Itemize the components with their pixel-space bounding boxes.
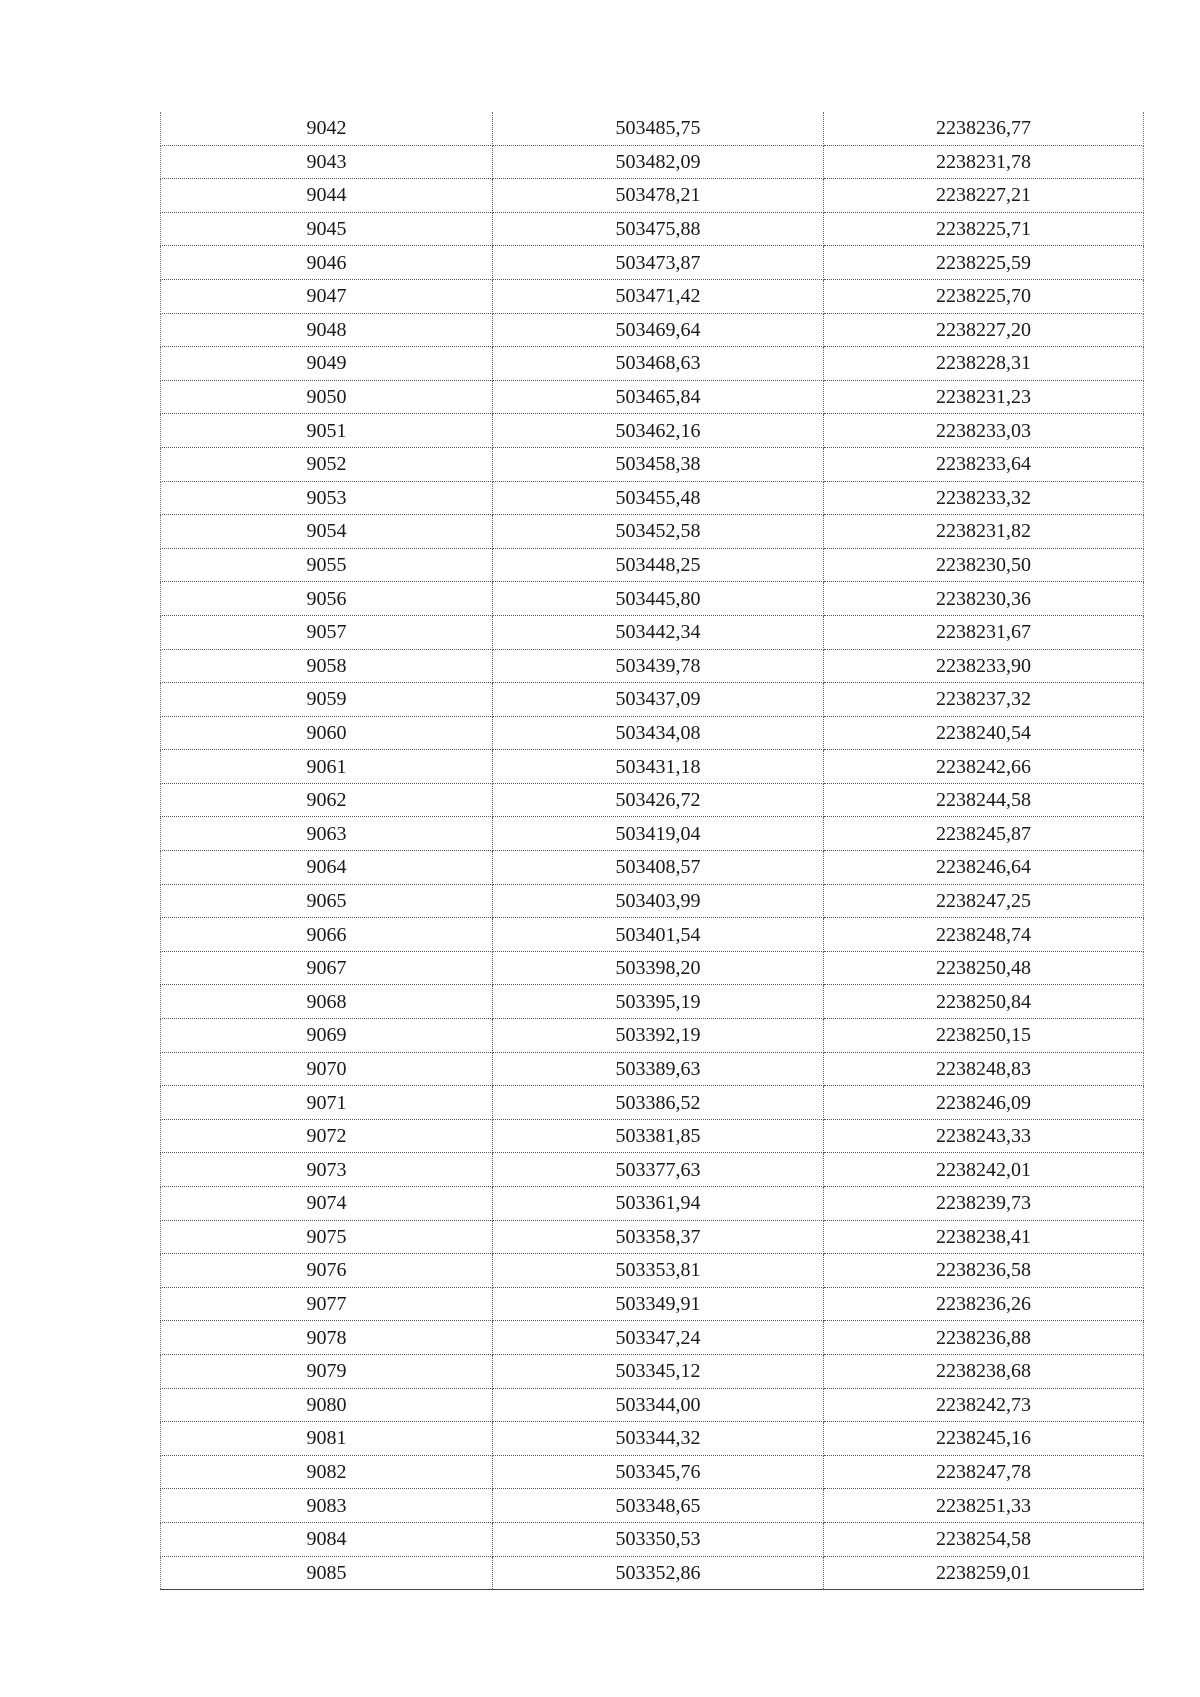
- point-number-cell: 9085: [161, 1556, 493, 1590]
- table-row: [161, 246, 1144, 280]
- point-number-cell: 9063: [161, 817, 493, 851]
- y-coordinate-cell: 2238237,32: [824, 683, 1144, 717]
- point-number-cell: 9056: [161, 582, 493, 616]
- x-coordinate-cell: 503395,19: [493, 985, 824, 1019]
- y-coordinate-cell: 2238254,58: [824, 1522, 1144, 1556]
- x-coordinate-cell: 503345,76: [493, 1455, 824, 1489]
- table-row: [161, 548, 1144, 582]
- x-coordinate-cell: 503473,87: [493, 246, 824, 280]
- y-coordinate-cell: 2238225,70: [824, 279, 1144, 313]
- x-coordinate-cell: 503344,00: [493, 1388, 824, 1422]
- point-number-cell: 9043: [161, 145, 493, 179]
- table-row: [161, 347, 1144, 381]
- y-coordinate-cell: 2238250,48: [824, 951, 1144, 985]
- table-row: [161, 985, 1144, 1019]
- y-coordinate-cell: 2238231,67: [824, 615, 1144, 649]
- table-row: [161, 615, 1144, 649]
- x-coordinate-cell: 503471,42: [493, 279, 824, 313]
- point-number-cell: 9079: [161, 1354, 493, 1388]
- x-coordinate-cell: 503398,20: [493, 951, 824, 985]
- y-coordinate-cell: 2238251,33: [824, 1489, 1144, 1523]
- table-row: [161, 783, 1144, 817]
- x-coordinate-cell: 503348,65: [493, 1489, 824, 1523]
- y-coordinate-cell: 2238228,31: [824, 347, 1144, 381]
- point-number-cell: 9076: [161, 1254, 493, 1288]
- table-row: [161, 1220, 1144, 1254]
- y-coordinate-cell: 2238244,58: [824, 783, 1144, 817]
- point-number-cell: 9081: [161, 1422, 493, 1456]
- y-coordinate-cell: 2238238,68: [824, 1354, 1144, 1388]
- point-number-cell: 9072: [161, 1119, 493, 1153]
- point-number-cell: 9048: [161, 313, 493, 347]
- y-coordinate-cell: 2238236,58: [824, 1254, 1144, 1288]
- table-row: [161, 1422, 1144, 1456]
- y-coordinate-cell: 2238246,64: [824, 851, 1144, 885]
- table-row: [161, 447, 1144, 481]
- table-row: [161, 1187, 1144, 1221]
- x-coordinate-cell: 503426,72: [493, 783, 824, 817]
- point-number-cell: 9051: [161, 414, 493, 448]
- table-row: [161, 951, 1144, 985]
- y-coordinate-cell: 2238242,01: [824, 1153, 1144, 1187]
- x-coordinate-cell: 503469,64: [493, 313, 824, 347]
- point-number-cell: 9042: [161, 112, 493, 145]
- x-coordinate-cell: 503468,63: [493, 347, 824, 381]
- y-coordinate-cell: 2238246,09: [824, 1086, 1144, 1120]
- y-coordinate-cell: 2238233,64: [824, 447, 1144, 481]
- table-row: [161, 414, 1144, 448]
- table-row: [161, 1019, 1144, 1053]
- x-coordinate-cell: 503475,88: [493, 212, 824, 246]
- x-coordinate-cell: 503352,86: [493, 1556, 824, 1590]
- table-row: [161, 582, 1144, 616]
- x-coordinate-cell: 503462,16: [493, 414, 824, 448]
- x-coordinate-cell: 503386,52: [493, 1086, 824, 1120]
- y-coordinate-cell: 2238233,32: [824, 481, 1144, 515]
- y-coordinate-cell: 2238247,78: [824, 1455, 1144, 1489]
- point-number-cell: 9062: [161, 783, 493, 817]
- y-coordinate-cell: 2238242,73: [824, 1388, 1144, 1422]
- x-coordinate-cell: 503353,81: [493, 1254, 824, 1288]
- table-row: [161, 279, 1144, 313]
- table-row: [161, 179, 1144, 213]
- point-number-cell: 9045: [161, 212, 493, 246]
- point-number-cell: 9055: [161, 548, 493, 582]
- table-row: [161, 1086, 1144, 1120]
- y-coordinate-cell: 2238231,23: [824, 380, 1144, 414]
- table-row: [161, 1321, 1144, 1355]
- x-coordinate-cell: 503345,12: [493, 1354, 824, 1388]
- point-number-cell: 9066: [161, 918, 493, 952]
- y-coordinate-cell: 2238245,87: [824, 817, 1144, 851]
- table-row: [161, 683, 1144, 717]
- table-row: [161, 212, 1144, 246]
- y-coordinate-cell: 2238233,90: [824, 649, 1144, 683]
- table-row: [161, 1119, 1144, 1153]
- point-number-cell: 9074: [161, 1187, 493, 1221]
- point-number-cell: 9077: [161, 1287, 493, 1321]
- x-coordinate-cell: 503361,94: [493, 1187, 824, 1221]
- table-row: [161, 1556, 1144, 1590]
- point-number-cell: 9044: [161, 179, 493, 213]
- y-coordinate-cell: 2238236,88: [824, 1321, 1144, 1355]
- point-number-cell: 9047: [161, 279, 493, 313]
- x-coordinate-cell: 503437,09: [493, 683, 824, 717]
- y-coordinate-cell: 2238227,20: [824, 313, 1144, 347]
- point-number-cell: 9067: [161, 951, 493, 985]
- point-number-cell: 9084: [161, 1522, 493, 1556]
- table-row: [161, 380, 1144, 414]
- point-number-cell: 9075: [161, 1220, 493, 1254]
- y-coordinate-cell: 2238250,84: [824, 985, 1144, 1019]
- table-row: [161, 851, 1144, 885]
- table-row: [161, 1354, 1144, 1388]
- point-number-cell: 9061: [161, 750, 493, 784]
- table-row: [161, 1254, 1144, 1288]
- point-number-cell: 9046: [161, 246, 493, 280]
- point-number-cell: 9053: [161, 481, 493, 515]
- y-coordinate-cell: 2238233,03: [824, 414, 1144, 448]
- y-coordinate-cell: 2238259,01: [824, 1556, 1144, 1590]
- x-coordinate-cell: 503347,24: [493, 1321, 824, 1355]
- x-coordinate-cell: 503377,63: [493, 1153, 824, 1187]
- point-number-cell: 9082: [161, 1455, 493, 1489]
- point-number-cell: 9064: [161, 851, 493, 885]
- table-row: [161, 1489, 1144, 1523]
- table-row: [161, 145, 1144, 179]
- point-number-cell: 9071: [161, 1086, 493, 1120]
- x-coordinate-cell: 503389,63: [493, 1052, 824, 1086]
- y-coordinate-cell: 2238240,54: [824, 716, 1144, 750]
- x-coordinate-cell: 503482,09: [493, 145, 824, 179]
- table-row: [161, 918, 1144, 952]
- table-row: [161, 1052, 1144, 1086]
- x-coordinate-cell: 503485,75: [493, 112, 824, 145]
- coordinates-table: [160, 112, 1144, 1590]
- x-coordinate-cell: 503349,91: [493, 1287, 824, 1321]
- point-number-cell: 9050: [161, 380, 493, 414]
- table-row: [161, 817, 1144, 851]
- point-number-cell: 9078: [161, 1321, 493, 1355]
- table-row: [161, 750, 1144, 784]
- y-coordinate-cell: 2238231,82: [824, 515, 1144, 549]
- table-row: [161, 1153, 1144, 1187]
- coordinates-table-body: [161, 112, 1144, 1590]
- table-row: [161, 515, 1144, 549]
- table-row: [161, 649, 1144, 683]
- x-coordinate-cell: 503478,21: [493, 179, 824, 213]
- point-number-cell: 9060: [161, 716, 493, 750]
- point-number-cell: 9058: [161, 649, 493, 683]
- y-coordinate-cell: 2238227,21: [824, 179, 1144, 213]
- y-coordinate-cell: 2238231,78: [824, 145, 1144, 179]
- x-coordinate-cell: 503403,99: [493, 884, 824, 918]
- y-coordinate-cell: 2238243,33: [824, 1119, 1144, 1153]
- x-coordinate-cell: 503455,48: [493, 481, 824, 515]
- table-row: [161, 1455, 1144, 1489]
- y-coordinate-cell: 2238236,77: [824, 112, 1144, 145]
- table-row: [161, 313, 1144, 347]
- x-coordinate-cell: 503434,08: [493, 716, 824, 750]
- x-coordinate-cell: 503458,38: [493, 447, 824, 481]
- point-number-cell: 9080: [161, 1388, 493, 1422]
- y-coordinate-cell: 2238248,83: [824, 1052, 1144, 1086]
- point-number-cell: 9073: [161, 1153, 493, 1187]
- point-number-cell: 9069: [161, 1019, 493, 1053]
- x-coordinate-cell: 503381,85: [493, 1119, 824, 1153]
- point-number-cell: 9070: [161, 1052, 493, 1086]
- point-number-cell: 9059: [161, 683, 493, 717]
- x-coordinate-cell: 503344,32: [493, 1422, 824, 1456]
- y-coordinate-cell: 2238230,50: [824, 548, 1144, 582]
- y-coordinate-cell: 2238238,41: [824, 1220, 1144, 1254]
- point-number-cell: 9057: [161, 615, 493, 649]
- point-number-cell: 9054: [161, 515, 493, 549]
- y-coordinate-cell: 2238242,66: [824, 750, 1144, 784]
- x-coordinate-cell: 503465,84: [493, 380, 824, 414]
- y-coordinate-cell: 2238245,16: [824, 1422, 1144, 1456]
- x-coordinate-cell: 503401,54: [493, 918, 824, 952]
- y-coordinate-cell: 2238225,71: [824, 212, 1144, 246]
- x-coordinate-cell: 503358,37: [493, 1220, 824, 1254]
- point-number-cell: 9052: [161, 447, 493, 481]
- y-coordinate-cell: 2238247,25: [824, 884, 1144, 918]
- table-row: [161, 481, 1144, 515]
- x-coordinate-cell: 503431,18: [493, 750, 824, 784]
- point-number-cell: 9049: [161, 347, 493, 381]
- point-number-cell: 9068: [161, 985, 493, 1019]
- y-coordinate-cell: 2238236,26: [824, 1287, 1144, 1321]
- y-coordinate-cell: 2238250,15: [824, 1019, 1144, 1053]
- table-row: [161, 1388, 1144, 1422]
- x-coordinate-cell: 503419,04: [493, 817, 824, 851]
- y-coordinate-cell: 2238239,73: [824, 1187, 1144, 1221]
- x-coordinate-cell: 503452,58: [493, 515, 824, 549]
- x-coordinate-cell: 503350,53: [493, 1522, 824, 1556]
- point-number-cell: 9083: [161, 1489, 493, 1523]
- x-coordinate-cell: 503445,80: [493, 582, 824, 616]
- y-coordinate-cell: 2238230,36: [824, 582, 1144, 616]
- y-coordinate-cell: 2238248,74: [824, 918, 1144, 952]
- point-number-cell: 9065: [161, 884, 493, 918]
- y-coordinate-cell: 2238225,59: [824, 246, 1144, 280]
- table-row: [161, 1522, 1144, 1556]
- table-row: [161, 112, 1144, 145]
- x-coordinate-cell: 503442,34: [493, 615, 824, 649]
- x-coordinate-cell: 503448,25: [493, 548, 824, 582]
- table-row: [161, 716, 1144, 750]
- x-coordinate-cell: 503408,57: [493, 851, 824, 885]
- table-row: [161, 884, 1144, 918]
- table-row: [161, 1287, 1144, 1321]
- x-coordinate-cell: 503392,19: [493, 1019, 824, 1053]
- x-coordinate-cell: 503439,78: [493, 649, 824, 683]
